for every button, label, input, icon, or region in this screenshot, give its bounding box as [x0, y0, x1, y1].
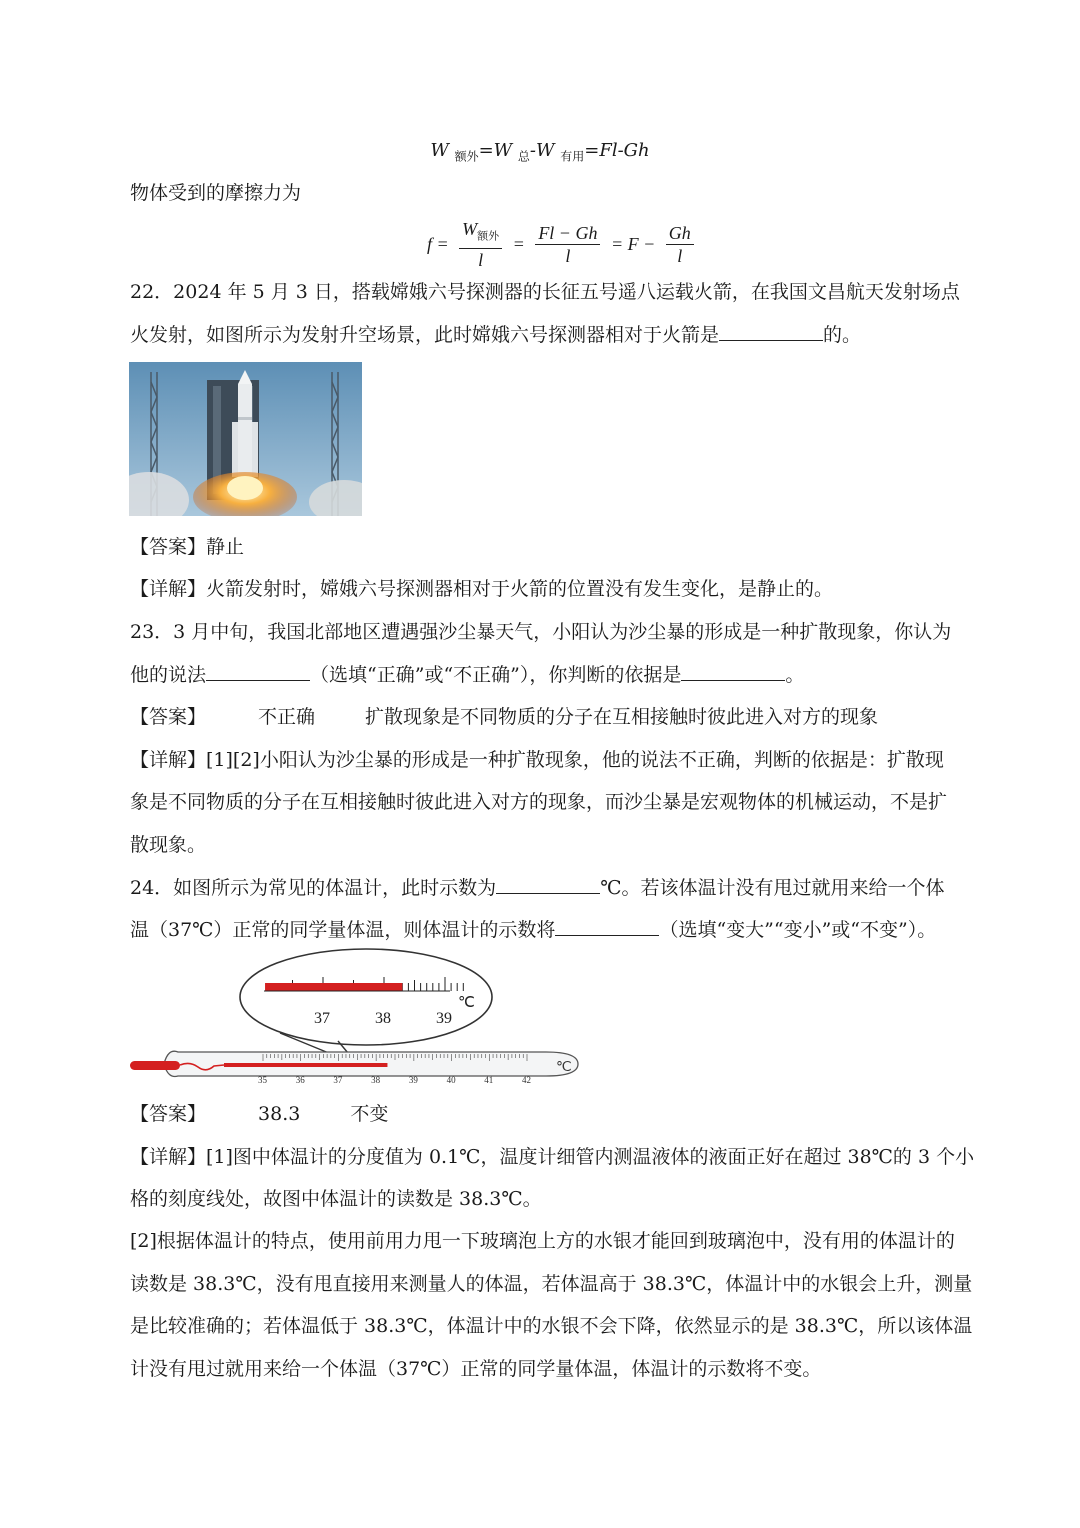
- answer-blank: [206, 662, 310, 681]
- zoom-unit-label: ℃: [458, 995, 475, 1011]
- q23-line-2: 他的说法 （选填“正确”或“不正确”），你判断的依据是 。: [130, 664, 805, 686]
- rocket-launch-photo: [129, 362, 362, 516]
- zoom-tick-label: 38: [375, 1010, 391, 1027]
- mercury-column: [224, 1063, 387, 1067]
- thermometer-bulb: [130, 1061, 180, 1070]
- scale-tick-label: 41: [484, 1075, 494, 1085]
- q24-answer: 【答案】 38.3 不变: [130, 1103, 389, 1125]
- friction-intro: 物体受到的摩擦力为: [130, 182, 302, 204]
- friction-formula: f = $\frac{W_{额外}}{l}$ = $\frac{Fl - Gh}{l}$ = F − $\frac{Gh}{l}$: [425, 218, 698, 271]
- q22-line-1: 22．2024 年 5 月 3 日，搭载嫦娥六号探测器的长征五号遥八运载火箭，在我国文昌航天发射场点: [130, 281, 960, 303]
- q24-detail-4: 读数是 38.3℃，没有甩直接用来测量人的体温，若体温高于 38.3℃，体温计中的水银会上升，测量: [130, 1273, 973, 1295]
- answer-blank: [719, 322, 823, 341]
- q23-detail-1: 【详解】[1][2]小阳认为沙尘暴的形成是一种扩散现象，他的说法不正确，判断的依据是：扩散现: [130, 749, 944, 771]
- fraction-1: $\frac{W_{额外}}{l}$: [459, 218, 502, 271]
- q23-detail-2: 象是不同物质的分子在互相接触时彼此进入对方的现象，而沙尘暴是宏观物体的机械运动，不是扩: [130, 791, 948, 813]
- q23-line-1: 23．3 月中旬，我国北部地区遭遇强沙尘暴天气，小阳认为沙尘暴的形成是一种扩散现象，你认为: [130, 621, 952, 643]
- scale-tick-label: 35: [258, 1075, 267, 1085]
- fraction-2: $\frac{Fl - Gh}{l}$: [535, 222, 600, 267]
- thermometer-diagram: [128, 945, 580, 1090]
- scale-unit-label: ℃: [556, 1060, 572, 1075]
- zoom-tick-label: 37: [314, 1010, 330, 1027]
- q23-answer: 【答案】 不正确 扩散现象是不同物质的分子在互相接触时彼此进入对方的现象: [130, 706, 879, 728]
- zoom-tick-label: 39: [436, 1010, 452, 1027]
- scale-tick-label: 39: [408, 1075, 418, 1085]
- scale-tick-label: 40: [446, 1075, 456, 1085]
- q22-answer: 【答案】静止: [130, 536, 245, 558]
- q23-detail-3: 散现象。: [130, 834, 207, 856]
- answer-blank: [681, 662, 785, 681]
- fraction-3: $\frac{Gh}{l}$: [666, 222, 694, 267]
- q24-line-1: 24．如图所示为常见的体温计，此时示数为 ℃。若该体温计没有甩过就用来给一个体: [130, 877, 945, 899]
- zoom-bubble: [240, 949, 492, 1045]
- answer-blank: [496, 875, 600, 894]
- scale-tick-label: 37: [333, 1075, 343, 1085]
- answer-blank: [555, 917, 659, 936]
- q24-line-2: 温（37℃）正常的同学量体温，则体温计的示数将 （选填“变大”“变小”或“不变”）。: [130, 919, 937, 941]
- q24-detail-1: 【详解】[1]图中体温计的分度值为 0.1℃，温度计细管内测温液体的液面正好在超过 38℃的 3 个小: [130, 1146, 975, 1168]
- zoom-mercury-column: [265, 983, 402, 991]
- q24-detail-3: [2]根据体温计的特点，使用前用力甩一下玻璃泡上方的水银才能回到玻璃泡中，没有用的体温计的: [130, 1230, 955, 1252]
- extra-work-formula: W $_{额外}$=W $_总$-W $_{有用}$=Fl-Gh: [430, 140, 650, 164]
- q22-line-2: 火发射，如图所示为发射升空场景，此时嫦娥六号探测器相对于火箭是 的。: [130, 324, 862, 346]
- q22-detail: 【详解】火箭发射时，嫦娥六号探测器相对于火箭的位置没有发生变化，是静止的。: [130, 578, 834, 600]
- q24-detail-6: 计没有甩过就用来给一个体温（37℃）正常的同学量体温，体温计的示数将不变。: [130, 1358, 822, 1380]
- q24-detail-5: 是比较准确的；若体温低于 38.3℃，体温计中的水银不会下降，依然显示的是 38.3℃，所以该体温: [130, 1315, 973, 1337]
- scale-tick-label: 36: [295, 1075, 305, 1085]
- scale-tick-label: 42: [522, 1075, 531, 1085]
- scale-tick-label: 38: [371, 1075, 381, 1085]
- q24-detail-2: 格的刻度线处，故图中体温计的读数是 38.3℃。: [130, 1188, 542, 1210]
